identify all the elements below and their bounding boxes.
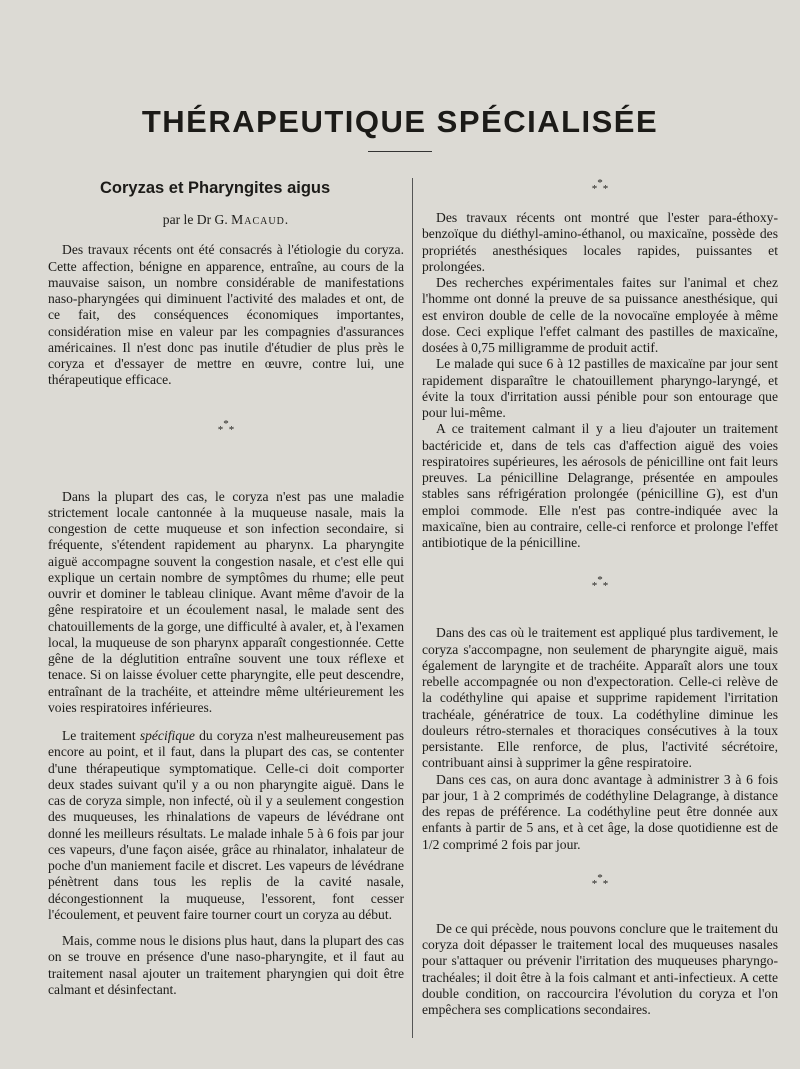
- left-column: [48, 176, 404, 998]
- paragraph: Dans ces cas, on aura donc avantage à administrer 3 à 6 fois par jour, 1 à 2 comprimés de codéthyline Delagrange, à distance des repas de préférence. La codéthyline peut être donnée aux enfants à partir de 5 ans, et à cet âge, la dose quotidienne est de 1/2 comprimé 2 fois par jour.: [422, 771, 778, 852]
- page-title: THÉRAPEUTIQUE SPÉCIALISÉE: [141, 104, 659, 139]
- section-separator: [422, 574, 778, 603]
- paragraph: Des travaux récents ont montré que l'ester para-éthoxy-benzoïque du diéthyl-amino-éthanol, ou maxicaïne, possède des propriétés anesthésiques locales rapides, puissantes et prolongées.: [422, 210, 778, 274]
- star: *: [602, 877, 609, 890]
- star: *: [597, 871, 603, 884]
- star: *: [591, 877, 598, 890]
- section-separator: [422, 177, 778, 206]
- star: *: [591, 580, 598, 593]
- paragraph: Des travaux récents ont été consacrés à l'étiologie du coryza. Cette affection, bénigne en apparence, entraîne, au cours de la mauvaise saison, un nombre considérable de manifestations naso-pharyngées qui diminuent l'activité des malades et ont, de ce fait, des conséquences économiques importantes, considération mise en valeur par les compagnies d'assurances américaines. Il n'est donc pas inutile d'étudier de plus près le coryza et d'essayer de mettre en œuvre, contre lui, une thérapeutique efficace.: [48, 242, 404, 388]
- paragraph: A ce traitement calmant il y a lieu d'ajouter un traitement bactéricide et, dans de tels cas d'affection aiguë des voies respiratoires supérieures, les aérosols de pénicilline ont fait leurs preuves. La pénicilline Delagrange, présentée en ampoules stables sans réfrigération prolongée (pénicilline G), est d'un emploi commode. Elle n'est pas contre-indiquée avec la maxicaïne, bien au contraire, celle-ci renforce et prolonge l'effet antibiotique de la pénicilline.: [422, 421, 778, 550]
- paragraph: Le malade qui suce 6 à 12 pastilles de maxicaïne par jour sent rapidement disparaître le chatouillement pharyngo-laryngé, et évite la toux d'irritation aussi pénible pour son entourage que pour lui-même.: [422, 356, 778, 420]
- byline: [48, 212, 404, 228]
- star: *: [217, 423, 224, 436]
- paragraph: Dans des cas où le traitement est appliqué plus tardivement, le coryza s'accompagne, non seulement de pharyngite aiguë, mais également de laryngite et de trachéite. Apparaît alors une toux rebelle accompagnée ou non d'expectoration. Celle-ci relève de la codéthyline qui apaise et supprime rapidement l'irritation trachéale, génératrice de toux. La codéthyline diminue les douleurs rétro-sternales et thoraciques consécutives à la toux persistante. Elle renforce, de plus, l'activité sécrétoire, contribuant ainsi à supprimer la gêne respiratoire.: [422, 625, 778, 771]
- column-divider: [412, 178, 413, 1038]
- emphasis: spécifique: [139, 728, 195, 743]
- section-separator: [422, 871, 778, 901]
- star: *: [602, 183, 609, 195]
- star: *: [602, 580, 609, 593]
- right-column: [422, 176, 778, 1018]
- paragraph: Dans la plupart des cas, le coryza n'est pas une maladie strictement locale cantonnée à la muqueuse nasale, mais la congestion de cette muqueuse et son infection secondaire, si fréquente, s'étendent rapidement au pharynx. La pharyngite aiguë accompagne souvent la congestion nasale, et c'est elle qui explique un certain nombre de symptômes du rhume; elle peut ouvrir et dominer le tableau clinique. Avant même d'avoir de la gêne respiratoire et un écoulement nasal, le malade sent des chatouillements de la gorge, une difficulté à avaler, et, à l'examen local, la muqueuse de son pharynx apparaît congestionnée. Cette gêne de la déglutition entraîne souvent une toux réflexe et tenace. Si on laisse évoluer cette pharyngite, elle peut descendre, entraînant de la trachéite, et atteindre même ultérieurement les voies respiratoires inférieures.: [48, 488, 404, 715]
- article-subtitle: Coryzas et Pharyngites aigus: [100, 179, 331, 197]
- star: *: [591, 183, 598, 195]
- title-rule: [368, 151, 432, 152]
- paragraph: Des recherches expérimentales faites sur l'animal et chez l'homme ont donné la preuve de sa puissance anesthésique, qui est environ double de celle de la novocaïne employée à même dose. Ceci explique l'effet calmant des pastilles de maxicaïne, dosées à 0,75 milligramme de produit actif.: [422, 275, 778, 355]
- paragraph: Mais, comme nous le disions plus haut, dans la plupart des cas on se trouve en présence d'une naso-pharyngite, et il faut au traitement nasal ajouter un traitement pharyngien qui doit être calmant et désinfectant.: [48, 933, 404, 997]
- star: *: [597, 574, 603, 587]
- paragraph: De ce qui précède, nous pouvons conclure que le traitement du coryza doit dépasser le traitement local des muqueuses nasales pour s'attaquer ou prévenir l'irritation des muqueuses pharyngo-trachéales; il doit être à la fois calmant et anti-infectieux. A cette double condition, on raccourcira l'évolution du coryza et l'on empêchera ses complications secondaires.: [422, 920, 778, 1017]
- author-name: Macaud.: [231, 212, 290, 227]
- byline-prefix: par le Dr G.: [162, 212, 228, 227]
- paragraph: Le traitement spécifique du coryza n'est malheureusement pas encore au point, et il faut, dans la plupart des cas, se contenter d'une thérapeutique symptomatique. Celle-ci doit comporter deux stades suivant qu'il y a ou non pharyngite aiguë. Dans le cas de coryza simple, non infecté, où il y a seulement congestion des muqueuses, les rhinalations de vapeurs de lévédrane ont donné les meilleurs résultats. Le malade inhale 5 à 6 fois par jour ces vapeurs, d'une façon aisée, grâce au rhinalator, inhalateur de poche d'un maniement facile et discret. Les vapeurs de lévédrane pénètrent dans tous les replis de la cavité nasale, décongestionnent la muqueuse, l'essorent, font cesser l'écoulement, et peuvent faire tourner court un coryza au début.: [48, 728, 404, 922]
- star: *: [597, 177, 603, 189]
- star: *: [228, 423, 235, 436]
- star: *: [223, 417, 229, 430]
- section-separator: [48, 417, 404, 447]
